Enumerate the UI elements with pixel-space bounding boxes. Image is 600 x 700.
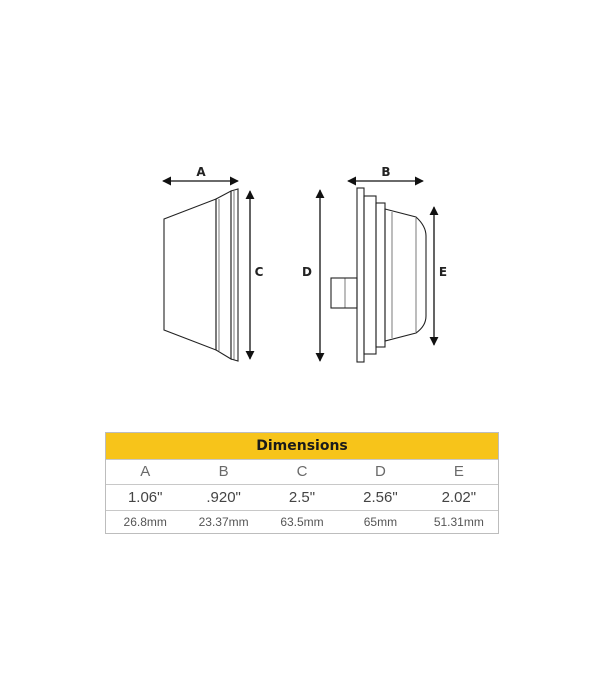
rear-view-ring xyxy=(376,203,385,347)
letters-row xyxy=(106,459,498,484)
rear-view-lens xyxy=(385,209,426,341)
side-view-body xyxy=(164,199,216,350)
letter-cell-b: B xyxy=(218,463,229,480)
mm-cell-d: 65mm xyxy=(363,515,398,529)
dimensions-table xyxy=(105,432,499,534)
inches-row xyxy=(106,484,498,510)
side-view-flange xyxy=(216,191,231,359)
letter-cell-c: C xyxy=(296,463,308,480)
dimension-c-label: C xyxy=(254,265,264,279)
mm-cell-a: 26.8mm xyxy=(123,515,167,529)
inches-cell-d: 2.56" xyxy=(363,489,398,506)
mm-cell-b: 23.37mm xyxy=(198,515,249,529)
millimeters-row xyxy=(106,510,498,533)
letter-cell-d: D xyxy=(375,463,386,480)
letter-cell-e: E xyxy=(453,463,464,480)
mm-cell-c: 63.5mm xyxy=(280,515,324,529)
rear-view-plate xyxy=(357,188,364,362)
rear-view-flange xyxy=(364,196,376,354)
mm-cell-e: 51.31mm xyxy=(433,515,484,529)
rear-view xyxy=(331,188,426,362)
side-view xyxy=(164,189,238,361)
letter-cell-a: A xyxy=(140,463,151,480)
dimension-e-label: E xyxy=(438,265,448,279)
inches-cell-b: .920" xyxy=(206,489,241,506)
dimension-b-label: B xyxy=(381,165,391,179)
dimension-d-label: D xyxy=(302,265,312,279)
table-title: Dimensions xyxy=(106,433,498,459)
inches-cell-e: 2.02" xyxy=(441,489,477,506)
inches-cell-c: 2.5" xyxy=(288,489,316,506)
dimension-a-label: A xyxy=(196,165,206,179)
connector-stub xyxy=(331,278,357,308)
inches-cell-a: 1.06" xyxy=(127,489,163,506)
side-view-rim xyxy=(231,189,238,361)
